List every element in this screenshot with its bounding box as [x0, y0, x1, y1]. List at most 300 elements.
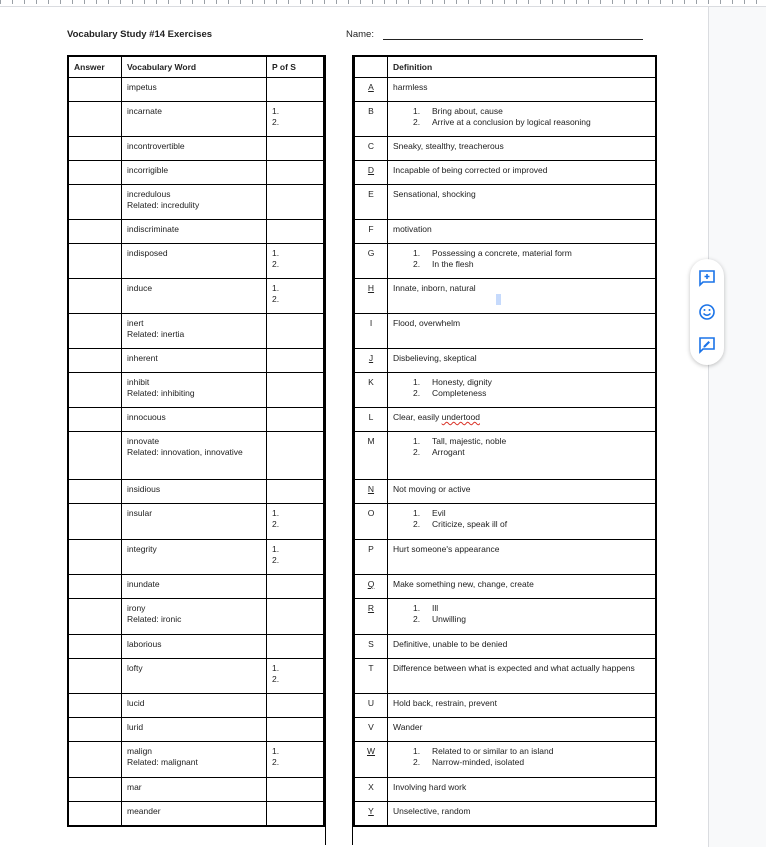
definition-cell — [388, 279, 657, 314]
definition-list-item: 1. Tall, majestic, noble — [413, 436, 650, 447]
definition-cell — [388, 349, 657, 373]
vocabulary-word: lucid — [127, 698, 145, 708]
definition-cell — [388, 599, 657, 635]
part-of-speech-number: 2. — [272, 757, 280, 767]
definition-letter — [354, 373, 388, 408]
vocabulary-word-cell — [122, 279, 267, 314]
answer-cell[interactable] — [68, 185, 122, 220]
name-blank-line — [383, 39, 643, 40]
definition-list — [393, 746, 650, 768]
definition-cell — [388, 373, 657, 408]
related-words: Related: innovation, innovative — [127, 447, 243, 457]
table-row — [354, 742, 656, 778]
part-of-speech-cell[interactable] — [267, 373, 325, 408]
letter-label: S — [368, 639, 374, 649]
definition-letter — [354, 314, 388, 349]
column-header-definition: Definition — [388, 56, 657, 78]
part-of-speech-cell[interactable] — [267, 599, 325, 635]
vocabulary-word-cell — [122, 575, 267, 599]
letter-label: X — [368, 782, 374, 792]
answer-cell[interactable] — [68, 504, 122, 540]
definition-cell — [388, 137, 657, 161]
definition-letter — [354, 540, 388, 575]
document-page[interactable] — [0, 7, 709, 847]
add-comment-icon[interactable] — [697, 268, 717, 288]
answer-cell[interactable] — [68, 718, 122, 742]
definition-table — [353, 55, 657, 827]
table-row — [68, 349, 324, 373]
definition-text: Innate, inborn, natural — [393, 283, 476, 293]
vocabulary-word: inhibit — [127, 377, 150, 387]
vocabulary-word: laborious — [127, 639, 162, 649]
definition-list-item: 2. Arrogant — [413, 447, 650, 458]
table-row — [354, 540, 656, 575]
table-row — [354, 185, 656, 220]
table-row — [354, 102, 656, 137]
definition-letter — [354, 279, 388, 314]
part-of-speech-cell[interactable] — [267, 137, 325, 161]
definition-cell — [388, 314, 657, 349]
vocabulary-word: inherent — [127, 353, 158, 363]
definition-list-item: 1. Ill — [413, 603, 650, 614]
table-row — [68, 599, 324, 635]
table-row — [354, 575, 656, 599]
part-of-speech-cell[interactable] — [267, 220, 325, 244]
table-row — [68, 504, 324, 540]
table-row — [68, 718, 324, 742]
definition-cell — [388, 161, 657, 185]
table-row — [68, 802, 324, 827]
table-row — [68, 694, 324, 718]
definition-list-item: 2. Completeness — [413, 388, 650, 399]
vocabulary-word: mar — [127, 782, 142, 792]
table-row — [68, 480, 324, 504]
vocabulary-word: innovate — [127, 436, 160, 446]
table-row — [68, 742, 324, 778]
definition-list — [393, 436, 650, 458]
definition-list-item: 1. Possessing a concrete, material form — [413, 248, 650, 259]
table-row — [354, 778, 656, 802]
table-row — [354, 802, 656, 827]
definition-text: Not moving or active — [393, 484, 471, 494]
definition-cell — [388, 575, 657, 599]
part-of-speech-number: 1. — [272, 283, 280, 293]
definition-text: Make something new, change, create — [393, 579, 534, 589]
letter-label: G — [367, 248, 375, 258]
answer-cell[interactable] — [68, 540, 122, 575]
definition-letter — [354, 185, 388, 220]
definition-text: Involving hard work — [393, 782, 467, 792]
vocabulary-word-cell — [122, 185, 267, 220]
table-row — [68, 540, 324, 575]
side-action-panel — [690, 259, 724, 365]
letter-label: F — [368, 224, 374, 234]
table-row — [354, 373, 656, 408]
definition-text: Hurt someone's appearance — [393, 544, 500, 554]
definition-letter — [354, 432, 388, 480]
part-of-speech-number: 2. — [272, 259, 280, 269]
vocabulary-word: irony — [127, 603, 146, 613]
part-of-speech-cell[interactable] — [267, 314, 325, 349]
definition-list-item: 1. Related to or similar to an island — [413, 746, 650, 757]
definition-letter — [354, 102, 388, 137]
part-of-speech-number: 1. — [272, 544, 280, 554]
answer-cell[interactable] — [68, 244, 122, 279]
answer-cell[interactable] — [68, 742, 122, 778]
definition-list — [393, 603, 650, 625]
part-of-speech-cell[interactable] — [267, 659, 325, 694]
definition-letter — [354, 802, 388, 827]
related-words: Related: inhibiting — [127, 388, 195, 398]
vocabulary-word-cell — [122, 244, 267, 279]
letter-label: U — [367, 698, 375, 708]
part-of-speech-cell[interactable] — [267, 575, 325, 599]
letter-label: T — [368, 663, 374, 673]
answer-cell[interactable] — [68, 802, 122, 827]
vocabulary-word-cell — [122, 161, 267, 185]
letter-label: N — [367, 484, 375, 494]
letter-label: V — [368, 722, 374, 732]
answer-cell[interactable] — [68, 220, 122, 244]
table-row — [68, 432, 324, 480]
part-of-speech-cell[interactable] — [267, 778, 325, 802]
table-row — [68, 659, 324, 694]
table-row — [354, 279, 656, 314]
vocabulary-word-cell — [122, 635, 267, 659]
part-of-speech-cell[interactable] — [267, 742, 325, 778]
part-of-speech-cell[interactable] — [267, 161, 325, 185]
part-of-speech-cell[interactable] — [267, 802, 325, 827]
table-row — [354, 137, 656, 161]
vocabulary-word-cell — [122, 373, 267, 408]
vocabulary-word-cell — [122, 778, 267, 802]
definition-text: Definitive, unable to be denied — [393, 639, 508, 649]
letter-label: J — [368, 353, 374, 363]
answer-cell[interactable] — [68, 432, 122, 480]
definition-cell — [388, 659, 657, 694]
definition-list-item: 1. Bring about, cause — [413, 106, 650, 117]
horizontal-ruler[interactable] — [0, 0, 766, 7]
definition-cell — [388, 78, 657, 102]
definition-cell — [388, 220, 657, 244]
definition-letter — [354, 161, 388, 185]
definition-list — [393, 377, 650, 399]
answer-cell[interactable] — [68, 635, 122, 659]
vocabulary-word-cell — [122, 220, 267, 244]
definition-list — [393, 248, 650, 270]
answer-cell[interactable] — [68, 78, 122, 102]
table-row — [68, 220, 324, 244]
definition-cell — [388, 504, 657, 540]
table-row — [354, 504, 656, 540]
column-header-answer: Answer — [68, 56, 122, 78]
letter-label: R — [367, 603, 375, 613]
part-of-speech-cell[interactable] — [267, 504, 325, 540]
table-row — [354, 349, 656, 373]
table-row — [354, 659, 656, 694]
definition-letter — [354, 599, 388, 635]
definition-cell — [388, 540, 657, 575]
table-row — [354, 161, 656, 185]
vocabulary-word: indisposed — [127, 248, 168, 258]
part-of-speech-cell[interactable] — [267, 718, 325, 742]
table-row — [354, 694, 656, 718]
table-row — [68, 279, 324, 314]
answer-cell[interactable] — [68, 659, 122, 694]
letter-label: M — [367, 436, 375, 446]
column-header-letter — [354, 56, 388, 78]
part-of-speech-cell[interactable] — [267, 408, 325, 432]
part-of-speech-cell[interactable] — [267, 635, 325, 659]
vocabulary-word-cell — [122, 694, 267, 718]
part-of-speech-cell[interactable] — [267, 102, 325, 137]
definition-list-item: 1. Honesty, dignity — [413, 377, 650, 388]
vocabulary-word: integrity — [127, 544, 157, 554]
part-of-speech-cell[interactable] — [267, 540, 325, 575]
definition-cell — [388, 694, 657, 718]
letter-label: Y — [368, 806, 374, 816]
definition-cell — [388, 480, 657, 504]
letter-label: C — [367, 141, 375, 151]
definition-text: Sneaky, stealthy, treacherous — [393, 141, 504, 151]
related-words: Related: incredulity — [127, 200, 200, 210]
vocabulary-word-cell — [122, 802, 267, 827]
answer-cell[interactable] — [68, 373, 122, 408]
definition-text: Disbelieving, skeptical — [393, 353, 477, 363]
definition-cell — [388, 244, 657, 279]
definition-text: Flood, overwhelm — [393, 318, 461, 328]
part-of-speech-cell[interactable] — [267, 279, 325, 314]
definition-text: motivation — [393, 224, 432, 234]
definition-letter — [354, 137, 388, 161]
answer-cell[interactable] — [68, 137, 122, 161]
table-row — [68, 575, 324, 599]
definition-text: harmless — [393, 82, 428, 92]
letter-label: A — [368, 82, 374, 92]
misspelled-word[interactable]: undertood — [441, 412, 480, 422]
definition-list-item: 2. Arrive at a conclusion by logical reasoning — [413, 117, 650, 128]
answer-cell[interactable] — [68, 694, 122, 718]
table-row — [68, 244, 324, 279]
part-of-speech-number: 1. — [272, 106, 280, 116]
definition-text: Hold back, restrain, prevent — [393, 698, 497, 708]
definition-cell — [388, 185, 657, 220]
table-row — [68, 185, 324, 220]
definition-cell — [388, 408, 657, 432]
letter-label: I — [369, 318, 373, 328]
letter-label: H — [367, 283, 375, 293]
table-gap — [325, 55, 353, 845]
definition-cell — [388, 802, 657, 827]
definition-letter — [354, 408, 388, 432]
definition-letter — [354, 349, 388, 373]
related-words: Related: ironic — [127, 614, 182, 624]
part-of-speech-cell[interactable] — [267, 432, 325, 480]
vocabulary-word: indiscriminate — [127, 224, 179, 234]
vocabulary-word-cell — [122, 742, 267, 778]
definition-letter — [354, 778, 388, 802]
vocabulary-word: incorrigible — [127, 165, 169, 175]
vocabulary-word-cell — [122, 137, 267, 161]
table-header-row — [68, 56, 324, 78]
definition-letter — [354, 659, 388, 694]
definition-letter — [354, 575, 388, 599]
definition-list-item: 2. Unwilling — [413, 614, 650, 625]
table-row — [68, 314, 324, 349]
vocabulary-word-cell — [122, 432, 267, 480]
definition-text: Clear, easily undertood — [393, 412, 480, 422]
vocabulary-word: inert — [127, 318, 144, 328]
name-label: Name: — [346, 29, 374, 40]
definition-list-item: 2. Criticize, speak ill of — [413, 519, 650, 530]
answer-cell[interactable] — [68, 480, 122, 504]
answer-cell[interactable] — [68, 575, 122, 599]
vocabulary-word-cell — [122, 504, 267, 540]
definition-text: Sensational, shocking — [393, 189, 476, 199]
part-of-speech-cell[interactable] — [267, 185, 325, 220]
definition-letter — [354, 78, 388, 102]
definition-letter — [354, 742, 388, 778]
definition-letter — [354, 694, 388, 718]
definition-cell — [388, 742, 657, 778]
part-of-speech-number: 2. — [272, 294, 280, 304]
table-row — [354, 718, 656, 742]
answer-cell[interactable] — [68, 314, 122, 349]
answer-cell[interactable] — [68, 778, 122, 802]
vocabulary-word: incontrovertible — [127, 141, 185, 151]
definition-text: Incapable of being corrected or improved — [393, 165, 548, 175]
letter-label: D — [367, 165, 375, 175]
answer-cell[interactable] — [68, 408, 122, 432]
definition-text: Unselective, random — [393, 806, 471, 816]
definition-text: Difference between what is expected and what actually happens — [393, 663, 635, 673]
definition-cell — [388, 718, 657, 742]
related-words: Related: malignant — [127, 757, 198, 767]
vocabulary-word-cell — [122, 408, 267, 432]
part-of-speech-number: 2. — [272, 519, 280, 529]
letter-label: O — [367, 508, 375, 518]
vocabulary-table — [67, 55, 325, 827]
definition-list — [393, 106, 650, 128]
letter-label: W — [366, 746, 376, 756]
part-of-speech-number: 1. — [272, 746, 280, 756]
vocabulary-word-cell — [122, 540, 267, 575]
part-of-speech-number: 2. — [272, 117, 280, 127]
answer-cell[interactable] — [68, 161, 122, 185]
vocabulary-word: induce — [127, 283, 153, 293]
table-row — [68, 161, 324, 185]
vocabulary-word: incarnate — [127, 106, 162, 116]
definition-cell — [388, 635, 657, 659]
part-of-speech-number: 1. — [272, 663, 280, 673]
definition-list-item: 1. Evil — [413, 508, 650, 519]
part-of-speech-cell[interactable] — [267, 694, 325, 718]
answer-cell[interactable] — [68, 349, 122, 373]
table-row — [354, 220, 656, 244]
vocabulary-word: lurid — [127, 722, 144, 732]
suggest-edit-icon[interactable] — [697, 335, 717, 355]
vocabulary-word-cell — [122, 659, 267, 694]
definition-letter — [354, 220, 388, 244]
table-row — [354, 599, 656, 635]
definition-cell — [388, 102, 657, 137]
vocabulary-word: insular — [127, 508, 153, 518]
table-row — [354, 314, 656, 349]
vocabulary-word: incredulous — [127, 189, 171, 199]
definition-text: Wander — [393, 722, 423, 732]
vocabulary-word-cell — [122, 349, 267, 373]
letter-label: Q — [367, 579, 375, 589]
table-row — [354, 432, 656, 480]
table-row — [354, 78, 656, 102]
vocabulary-word-cell — [122, 102, 267, 137]
table-row — [68, 778, 324, 802]
definition-letter — [354, 244, 388, 279]
related-words: Related: inertia — [127, 329, 185, 339]
part-of-speech-number: 2. — [272, 555, 280, 565]
table-row — [354, 635, 656, 659]
table-row — [68, 102, 324, 137]
table-row — [68, 635, 324, 659]
document-title: Vocabulary Study #14 Exercises — [67, 29, 213, 40]
part-of-speech-number: 1. — [272, 508, 280, 518]
vocabulary-word: innocuous — [127, 412, 166, 422]
table-row — [68, 78, 324, 102]
vocabulary-word: inundate — [127, 579, 160, 589]
definition-letter — [354, 480, 388, 504]
definition-list-item: 2. Narrow-minded, isolated — [413, 757, 650, 768]
vocabulary-word-cell — [122, 78, 267, 102]
vocabulary-word-cell — [122, 314, 267, 349]
table-header-row — [354, 56, 656, 78]
part-of-speech-number: 1. — [272, 248, 280, 258]
answer-cell[interactable] — [68, 279, 122, 314]
vocabulary-word: impetus — [127, 82, 157, 92]
table-row — [354, 480, 656, 504]
vocabulary-word: malign — [127, 746, 153, 756]
part-of-speech-cell[interactable] — [267, 78, 325, 102]
part-of-speech-cell[interactable] — [267, 349, 325, 373]
definition-list-item: 2. In the flesh — [413, 259, 650, 270]
vocabulary-word-cell — [122, 599, 267, 635]
part-of-speech-number: 2. — [272, 674, 280, 684]
table-row — [68, 408, 324, 432]
table-row — [68, 137, 324, 161]
letter-label: P — [368, 544, 374, 554]
answer-cell[interactable] — [68, 102, 122, 137]
text-selection-highlight — [496, 294, 501, 305]
answer-cell[interactable] — [68, 599, 122, 635]
vocabulary-word-cell — [122, 480, 267, 504]
letter-label: B — [368, 106, 374, 116]
column-header-pos: P of S — [267, 56, 325, 78]
vocabulary-word: meander — [127, 806, 161, 816]
definition-letter — [354, 635, 388, 659]
definition-cell — [388, 432, 657, 480]
column-header-word: Vocabulary Word — [122, 56, 267, 78]
vocabulary-word: insidious — [127, 484, 161, 494]
emoji-icon[interactable] — [697, 302, 717, 322]
letter-label: E — [368, 189, 374, 199]
part-of-speech-cell[interactable] — [267, 480, 325, 504]
definition-letter — [354, 504, 388, 540]
definition-letter — [354, 718, 388, 742]
table-row — [68, 373, 324, 408]
part-of-speech-cell[interactable] — [267, 244, 325, 279]
letter-label: K — [368, 377, 374, 387]
table-row — [354, 408, 656, 432]
letter-label: L — [368, 412, 374, 422]
